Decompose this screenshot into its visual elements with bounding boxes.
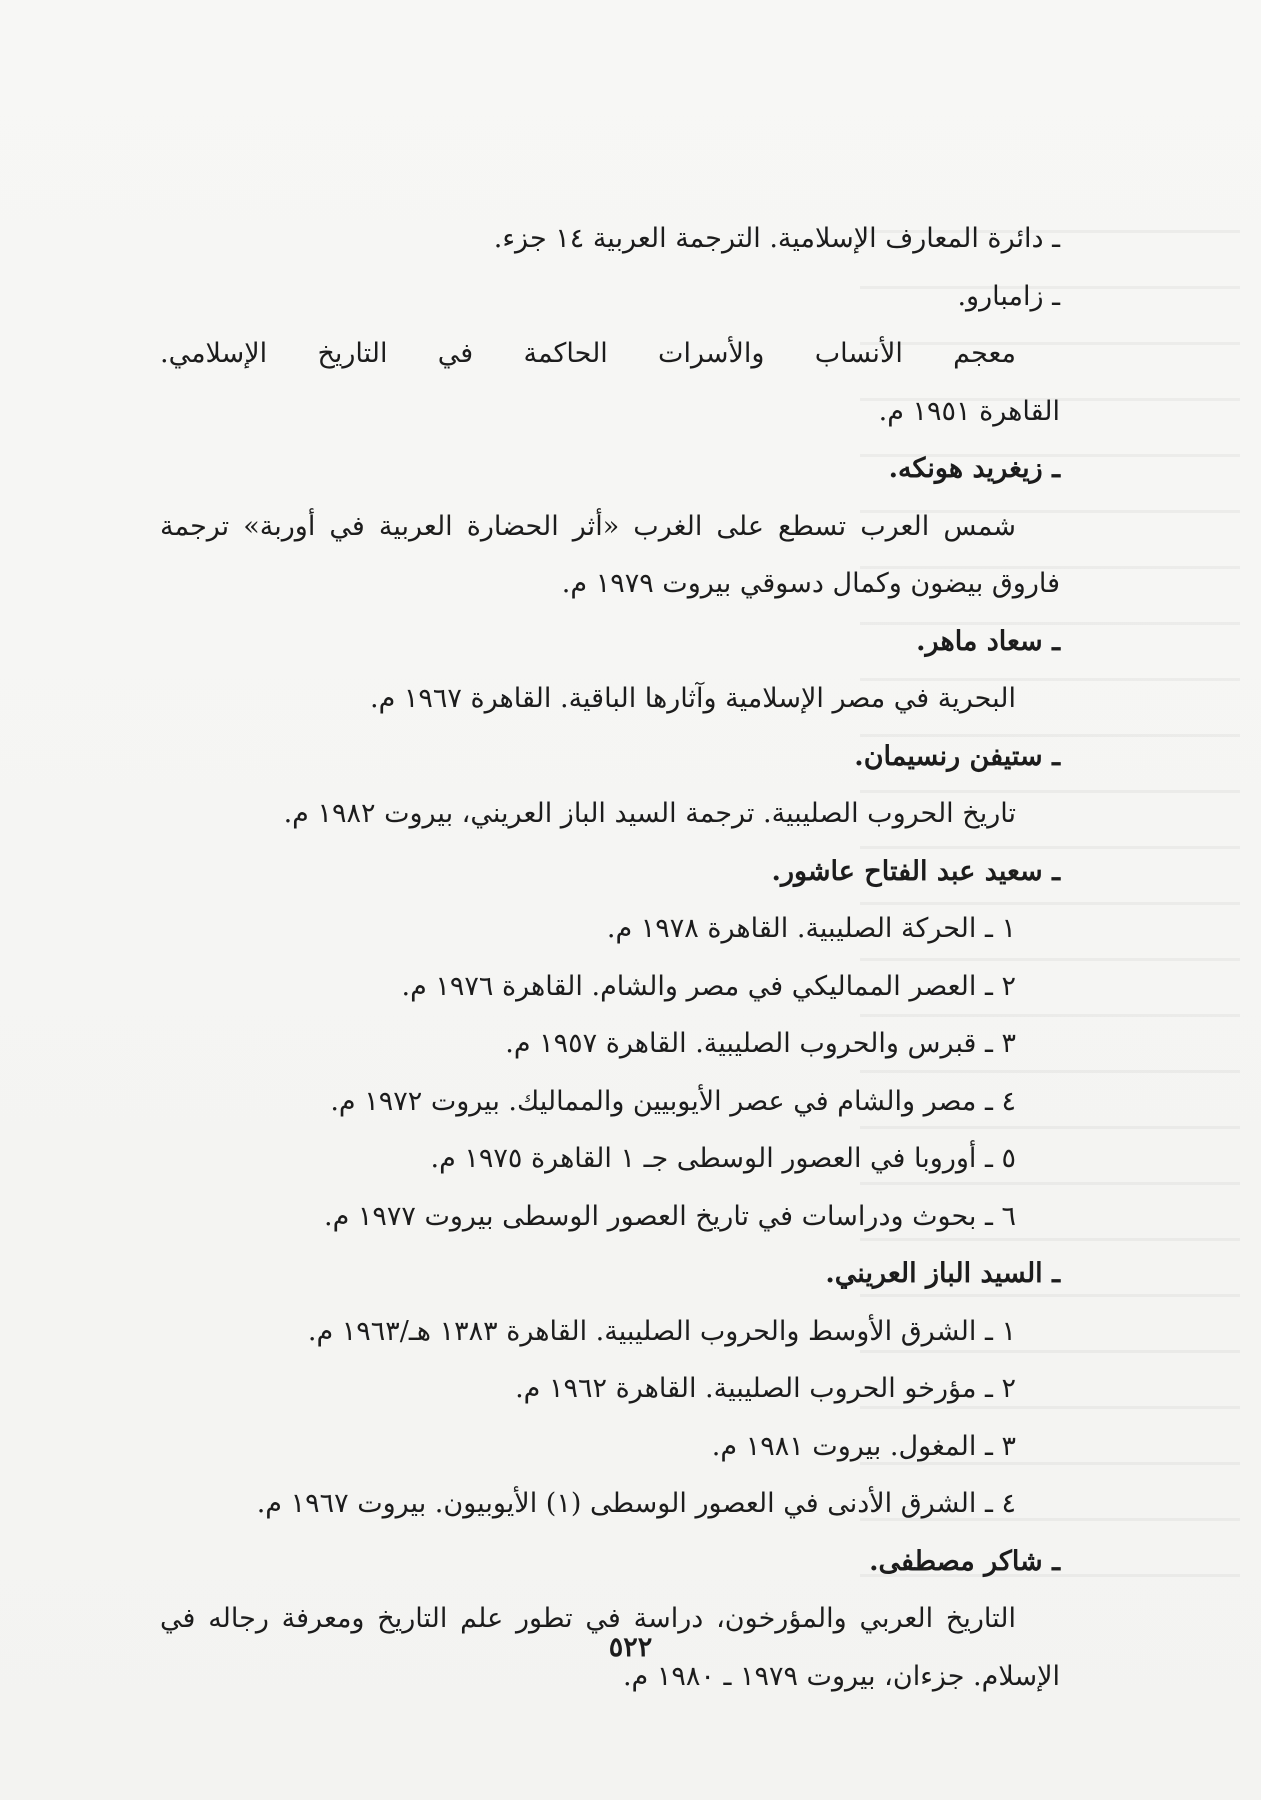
entry-work: ٥ ـ أوروبا في العصور الوسطى جـ ١ القاهرة ١٩٧٥ م. — [430, 1143, 1016, 1174]
entry-author: ـ شاكر مصطفى. — [869, 1545, 1060, 1577]
entry-title: التاريخ العربي والمؤرخون، دراسة في تطور علم التاريخ ومعرفة رجاله في — [160, 1603, 1016, 1634]
entry-title-continued: القاهرة ١٩٥١ م. — [878, 395, 1060, 427]
entry-work: ٤ ـ مصر والشام في عصر الأيوبيين والمماليك. بيروت ١٩٧٢ م. — [330, 1085, 1016, 1117]
entry-title: شمس العرب تسطع على الغرب «أثر الحضارة العربية في أوربة» ترجمة — [160, 510, 1016, 542]
entry-line: ـ دائرة المعارف الإسلامية. الترجمة العربية ١٤ جزء. — [493, 223, 1060, 254]
entry-author: ـ زيغريد هونكه. — [888, 453, 1060, 484]
entry-author: ـ زامبارو. — [957, 280, 1060, 312]
entry-work: ٢ ـ مؤرخو الحروب الصليبية. القاهرة ١٩٦٢ م. — [515, 1373, 1016, 1404]
entry-work: ٦ ـ بحوث ودراسات في تاريخ العصور الوسطى بيروت ١٩٧٧ م. — [323, 1200, 1016, 1232]
entry-title-continued: فاروق بيضون وكمال دسوقي بيروت ١٩٧٩ م. — [561, 568, 1060, 599]
entry-work: ٣ ـ قبرس والحروب الصليبية. القاهرة ١٩٥٧ م. — [505, 1028, 1016, 1059]
entry-author: ـ السيد الباز العريني. — [825, 1258, 1060, 1289]
entry-author: ـ سعاد ماهر. — [916, 625, 1060, 657]
entry-title: معجم الأنساب والأسرات الحاكمة في التاريخ الإسلامي. — [160, 338, 1016, 369]
entry-work: ٣ ـ المغول. بيروت ١٩٨١ م. — [711, 1430, 1016, 1462]
entry-title: البحرية في مصر الإسلامية وآثارها الباقية. القاهرة ١٩٦٧ م. — [370, 683, 1016, 714]
entry-work: ١ ـ الشرق الأوسط والحروب الصليبية. القاهرة ١٣٨٣ هـ/١٩٦٣ م. — [307, 1315, 1016, 1347]
bibliography-list — [160, 210, 1060, 1705]
entry-author: ـ سعيد عبد الفتاح عاشور. — [771, 855, 1060, 887]
entry-title-continued: الإسلام. جزءان، بيروت ١٩٧٩ ـ ١٩٨٠ م. — [622, 1660, 1060, 1692]
entry-work: ١ ـ الحركة الصليبية. القاهرة ١٩٧٨ م. — [606, 913, 1016, 944]
entry-work: ٢ ـ العصر المماليكي في مصر والشام. القاهرة ١٩٧٦ م. — [401, 970, 1016, 1002]
entry-title: تاريخ الحروب الصليبية. ترجمة السيد الباز العريني، بيروت ١٩٨٢ م. — [283, 798, 1016, 829]
page-number: ٥٢٢ — [608, 1632, 653, 1663]
entry-work: ٤ ـ الشرق الأدنى في العصور الوسطى (١) الأيوبيون. بيروت ١٩٦٧ م. — [256, 1488, 1016, 1519]
entry-author: ـ ستيفن رنسيمان. — [854, 740, 1060, 772]
